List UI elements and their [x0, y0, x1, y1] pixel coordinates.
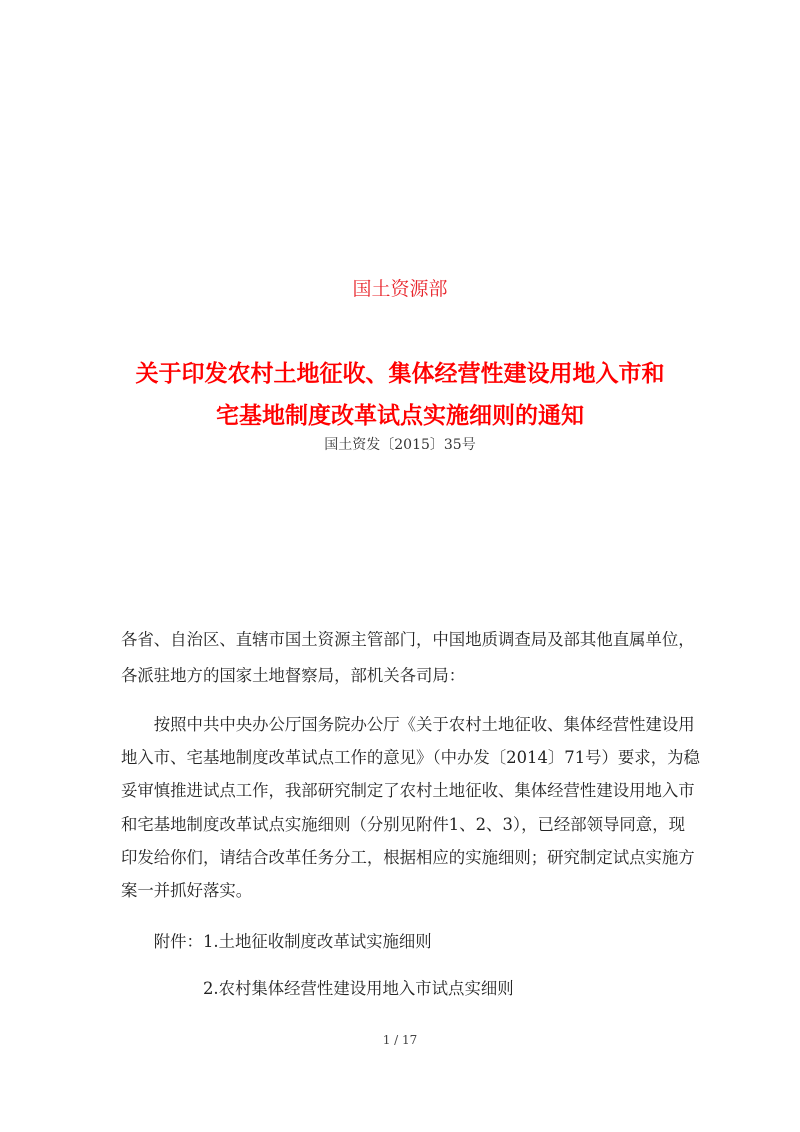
body-line: 和宅基地制度改革试点实施细则（分别见附件1、2、3），已经部领导同意，现 [121, 815, 685, 834]
attachment-item: 2.农村集体经营性建设用地入市试点实细则 [121, 979, 514, 998]
body-line: 妥审慎推进试点工作，我部研究制定了农村土地征收、集体经营性建设用地入市 [121, 781, 695, 800]
body-line: 地入市、宅基地制度改革试点工作的意见》（中办发〔2014〕71号）要求，为稳 [121, 748, 700, 767]
issuer-name: 国土资源部 [352, 278, 448, 300]
document-number: 国土资发〔2015〕35号 [324, 437, 476, 453]
addressee-line: 各派驻地方的国家土地督察局，部机关各司局： [121, 666, 466, 685]
body-line: 印发给你们，请结合改革任务分工，根据相应的实施细则；研究制定试点实施方 [121, 848, 695, 867]
page-number: 1 / 17 [382, 1033, 418, 1047]
title-line-1: 关于印发农村土地征收、集体经营性建设用地入市和 [135, 361, 665, 387]
attachment-item: 附件：1.土地征收制度改革试实施细则 [121, 932, 432, 951]
title-line-2: 宅基地制度改革试点实施细则的通知 [216, 403, 584, 429]
addressee-line: 各省、自治区、直辖市国土资源主管部门，中国地质调查局及部其他直属单位， [121, 630, 695, 649]
body-line: 案一并抓好落实。 [121, 881, 253, 900]
body-line: 按照中共中央办公厅国务院办公厅《关于农村土地征收、集体经营性建设用 [121, 715, 695, 734]
